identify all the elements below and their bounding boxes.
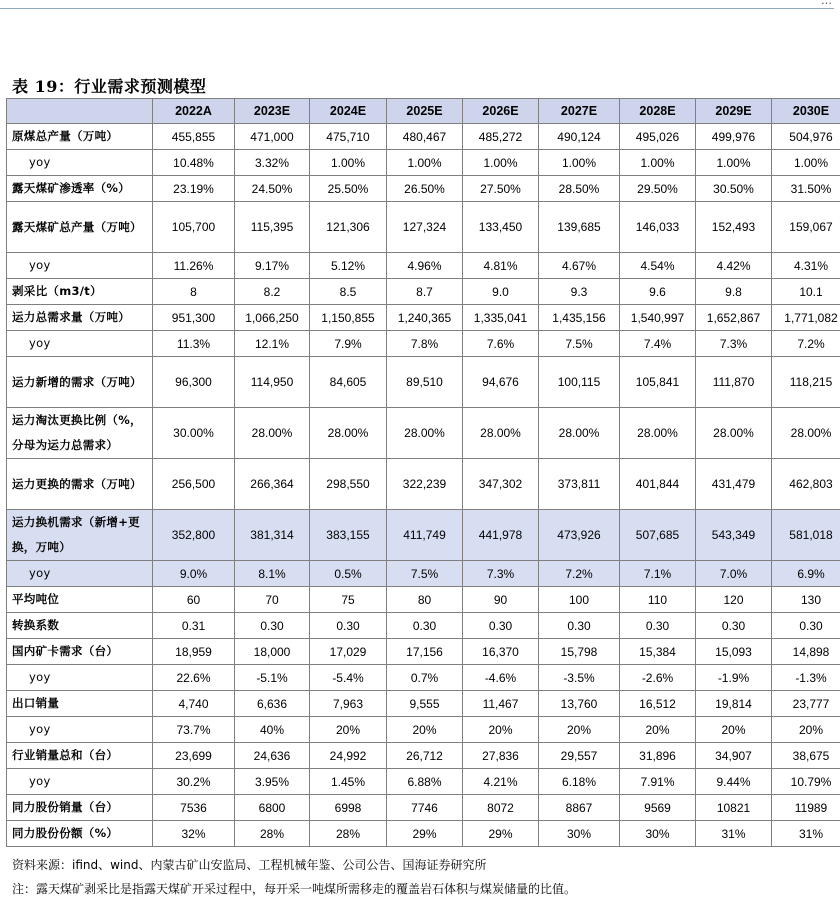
table-cell: 9.44% (696, 769, 772, 795)
table-cell: 19,814 (696, 691, 772, 717)
table-cell: 28.00% (539, 408, 620, 459)
table-cell: 7.2% (539, 561, 620, 587)
table-cell: 152,493 (696, 202, 772, 253)
table-cell: 8.7 (387, 279, 463, 305)
row-label: 平均吨位 (7, 587, 153, 613)
table-cell: 9.8 (696, 279, 772, 305)
table-cell: 9.17% (235, 253, 310, 279)
demand-forecast-table (6, 98, 840, 847)
table-cell: 7.0% (696, 561, 772, 587)
table-cell: 256,500 (153, 459, 235, 510)
table-cell: 951,300 (153, 305, 235, 331)
table-title: 表 19：行业需求预测模型 (12, 77, 207, 96)
table-cell: 75 (310, 587, 387, 613)
table-row (7, 587, 840, 613)
header-cell: 2025E (387, 99, 463, 124)
row-label: 同力股份份额（%） (7, 821, 153, 847)
table-cell: 9.0% (153, 561, 235, 587)
table-cell: 90 (463, 587, 539, 613)
table-cell: 4.81% (463, 253, 539, 279)
table-cell: 120 (696, 587, 772, 613)
table-cell: -1.9% (696, 665, 772, 691)
table-cell: 94,676 (463, 357, 539, 408)
table-cell: 0.30 (539, 613, 620, 639)
table-cell: 28.50% (539, 176, 620, 202)
table-cell: 110 (620, 587, 696, 613)
table-row (7, 331, 840, 357)
table-row (7, 124, 840, 150)
table-cell: 23.19% (153, 176, 235, 202)
table-cell: 1,150,855 (310, 305, 387, 331)
table-row (7, 769, 840, 795)
table-cell: 31,896 (620, 743, 696, 769)
table-cell: 4.42% (696, 253, 772, 279)
table-cell: 26.50% (387, 176, 463, 202)
table-cell: 8867 (539, 795, 620, 821)
table-cell: 0.30 (235, 613, 310, 639)
table-cell: 5.12% (310, 253, 387, 279)
table-cell: 20% (387, 717, 463, 743)
table-cell: 28.00% (235, 408, 310, 459)
table-cell: 118,215 (772, 357, 840, 408)
table-cell: 20% (310, 717, 387, 743)
table-cell: 89,510 (387, 357, 463, 408)
row-label: yoy (7, 331, 153, 357)
table-cell: 0.30 (387, 613, 463, 639)
table-cell: 4,740 (153, 691, 235, 717)
table-cell: 9,555 (387, 691, 463, 717)
table-cell: 159,067 (772, 202, 840, 253)
table-cell: 27,836 (463, 743, 539, 769)
table-cell: 7.2% (772, 331, 840, 357)
row-label: yoy (7, 150, 153, 176)
table-cell: 105,841 (620, 357, 696, 408)
table-cell: 25.50% (310, 176, 387, 202)
table-cell: 462,803 (772, 459, 840, 510)
table-cell: 20% (696, 717, 772, 743)
table-cell: 7746 (387, 795, 463, 821)
table-cell: 1,540,997 (620, 305, 696, 331)
table-cell: 30.00% (153, 408, 235, 459)
table-cell: 7.5% (539, 331, 620, 357)
table-cell: 373,811 (539, 459, 620, 510)
table-cell: 0.31 (153, 613, 235, 639)
table-cell: 130 (772, 587, 840, 613)
table-cell: 7.3% (463, 561, 539, 587)
table-cell: 1.00% (772, 150, 840, 176)
table-cell: 0.7% (387, 665, 463, 691)
table-cell: 28.00% (463, 408, 539, 459)
header-cell (7, 99, 153, 124)
table-cell: 7.6% (463, 331, 539, 357)
table-cell: 473,926 (539, 510, 620, 561)
table-cell: 11989 (772, 795, 840, 821)
table-cell: 7,963 (310, 691, 387, 717)
table-cell: 6998 (310, 795, 387, 821)
table-cell: 23,777 (772, 691, 840, 717)
table-cell: 7.1% (620, 561, 696, 587)
row-label: yoy (7, 253, 153, 279)
table-cell: 24.50% (235, 176, 310, 202)
table-cell: 18,000 (235, 639, 310, 665)
table-cell: 38,675 (772, 743, 840, 769)
table-row (7, 305, 840, 331)
row-label: 转换系数 (7, 613, 153, 639)
table-cell: 28.00% (310, 408, 387, 459)
row-label: 原煤总产量（万吨） (7, 124, 153, 150)
table-cell: 0.5% (310, 561, 387, 587)
table-cell: 4.67% (539, 253, 620, 279)
table-cell: 1,652,867 (696, 305, 772, 331)
table-cell: 480,467 (387, 124, 463, 150)
footnote: 注：露天煤矿剥采比是指露天煤矿开采过程中，每开采一吨煤所需移走的覆盖岩石体积与煤炭储量的比值。 (12, 882, 577, 896)
table-row (7, 150, 840, 176)
table-cell: 26,712 (387, 743, 463, 769)
table-cell: 10.79% (772, 769, 840, 795)
header-fragment: … (821, 0, 832, 7)
table-cell: 347,302 (463, 459, 539, 510)
table-cell: 12.1% (235, 331, 310, 357)
table-cell: 10.48% (153, 150, 235, 176)
row-label: yoy (7, 769, 153, 795)
header-cell: 2023E (235, 99, 310, 124)
table-cell: 31.50% (772, 176, 840, 202)
table-cell: 7.5% (387, 561, 463, 587)
table-cell: 7.8% (387, 331, 463, 357)
table-cell: 80 (387, 587, 463, 613)
table-cell: 6.88% (387, 769, 463, 795)
table-cell: 15,384 (620, 639, 696, 665)
table-cell: 30% (539, 821, 620, 847)
table-cell: 111,870 (696, 357, 772, 408)
table-cell: 7.91% (620, 769, 696, 795)
row-label: 运力淘汰更换比例（%，分母为运力总需求） (7, 408, 153, 459)
row-label: 运力新增的需求（万吨） (7, 357, 153, 408)
table-cell: 1,240,365 (387, 305, 463, 331)
table-cell: 1.00% (387, 150, 463, 176)
table-cell: 9.3 (539, 279, 620, 305)
table-cell: 16,370 (463, 639, 539, 665)
table-cell: 1.00% (696, 150, 772, 176)
table-row (7, 279, 840, 305)
table-cell: 3.95% (235, 769, 310, 795)
row-label: 运力更换的需求（万吨） (7, 459, 153, 510)
table-cell: 146,033 (620, 202, 696, 253)
table-cell: 1.00% (620, 150, 696, 176)
table-cell: 352,800 (153, 510, 235, 561)
table-cell: -4.6% (463, 665, 539, 691)
table-cell: 11,467 (463, 691, 539, 717)
table-row (7, 795, 840, 821)
table-row (7, 691, 840, 717)
table-cell: 9.6 (620, 279, 696, 305)
table-cell: 507,685 (620, 510, 696, 561)
header-cell: 2030E (772, 99, 840, 124)
table-cell: -5.1% (235, 665, 310, 691)
table-cell: 13,760 (539, 691, 620, 717)
table-cell: 1,771,082 (772, 305, 840, 331)
table-cell: 73.7% (153, 717, 235, 743)
row-label: 行业销量总和（台） (7, 743, 153, 769)
table-cell: 11.3% (153, 331, 235, 357)
table-cell: 14,898 (772, 639, 840, 665)
table-cell: 431,479 (696, 459, 772, 510)
table-row (7, 202, 840, 253)
table-cell: 1,435,156 (539, 305, 620, 331)
table-row (7, 639, 840, 665)
table-cell: 475,710 (310, 124, 387, 150)
table-cell: 0.30 (620, 613, 696, 639)
table-cell: 0.30 (463, 613, 539, 639)
table-cell: 1.00% (310, 150, 387, 176)
table-row (7, 408, 840, 459)
table-cell: 29,557 (539, 743, 620, 769)
row-label: 国内矿卡需求（台） (7, 639, 153, 665)
table-cell: 3.32% (235, 150, 310, 176)
table-cell: 84,605 (310, 357, 387, 408)
table-cell: 114,950 (235, 357, 310, 408)
table-cell: 17,029 (310, 639, 387, 665)
table-cell: 139,685 (539, 202, 620, 253)
table-row (7, 459, 840, 510)
table-cell: 133,450 (463, 202, 539, 253)
table-cell: 20% (539, 717, 620, 743)
table-cell: 10821 (696, 795, 772, 821)
table-cell: 8.1% (235, 561, 310, 587)
table-cell: 383,155 (310, 510, 387, 561)
table-cell: 31% (696, 821, 772, 847)
table-cell: 7.9% (310, 331, 387, 357)
table-row (7, 253, 840, 279)
table-cell: 32% (153, 821, 235, 847)
row-label: 运力总需求量（万吨） (7, 305, 153, 331)
table-cell: -5.4% (310, 665, 387, 691)
table-cell: 30.50% (696, 176, 772, 202)
table-cell: 504,976 (772, 124, 840, 150)
row-label: 露天煤矿总产量（万吨） (7, 202, 153, 253)
table-cell: 24,992 (310, 743, 387, 769)
table-cell: 60 (153, 587, 235, 613)
table-cell: 30% (620, 821, 696, 847)
table-cell: 28.00% (696, 408, 772, 459)
table-cell: 6800 (235, 795, 310, 821)
table-row (7, 561, 840, 587)
table-cell: 20% (772, 717, 840, 743)
table-cell: 15,798 (539, 639, 620, 665)
source-note: 资料来源：ifind、wind、内蒙古矿山安监局、工程机械年鉴、公司公告、国海证券研究所 (12, 858, 487, 872)
row-label: yoy (7, 665, 153, 691)
header-cell: 2028E (620, 99, 696, 124)
table-row (7, 357, 840, 408)
header-cell: 2029E (696, 99, 772, 124)
table-cell: 6,636 (235, 691, 310, 717)
header-row (7, 99, 840, 124)
table-cell: 29% (463, 821, 539, 847)
table-cell: 266,364 (235, 459, 310, 510)
table-cell: 4.96% (387, 253, 463, 279)
table-cell: 28% (310, 821, 387, 847)
table-cell: 20% (620, 717, 696, 743)
table-row (7, 665, 840, 691)
table-cell: 20% (463, 717, 539, 743)
table-cell: -1.3% (772, 665, 840, 691)
table-cell: 11.26% (153, 253, 235, 279)
table-cell: 8 (153, 279, 235, 305)
table-cell: 495,026 (620, 124, 696, 150)
table-cell: 28.00% (772, 408, 840, 459)
table-cell: 0.30 (310, 613, 387, 639)
table-cell: 18,959 (153, 639, 235, 665)
table-cell: 7.4% (620, 331, 696, 357)
table-cell: 499,976 (696, 124, 772, 150)
table-row (7, 613, 840, 639)
table-cell: 1.00% (539, 150, 620, 176)
table-cell: 1.00% (463, 150, 539, 176)
table-cell: 9.0 (463, 279, 539, 305)
table-cell: 24,636 (235, 743, 310, 769)
table-cell: 543,349 (696, 510, 772, 561)
table-cell: 100,115 (539, 357, 620, 408)
row-label: 同力股份销量（台） (7, 795, 153, 821)
table-cell: 6.18% (539, 769, 620, 795)
table-cell: 7.3% (696, 331, 772, 357)
table-cell: 581,018 (772, 510, 840, 561)
table-cell: 471,000 (235, 124, 310, 150)
table-row (7, 510, 840, 561)
table-cell: 8.5 (310, 279, 387, 305)
table-cell: 100 (539, 587, 620, 613)
row-label: 运力换机需求（新增+更换，万吨） (7, 510, 153, 561)
table-cell: 29.50% (620, 176, 696, 202)
row-label: 露天煤矿渗透率（%） (7, 176, 153, 202)
row-label: yoy (7, 561, 153, 587)
table-cell: 29% (387, 821, 463, 847)
table-cell: 4.31% (772, 253, 840, 279)
header-cell: 2022A (153, 99, 235, 124)
row-label: 剥采比（m3/t） (7, 279, 153, 305)
table-cell: 4.54% (620, 253, 696, 279)
table-cell: 8.2 (235, 279, 310, 305)
header-rule (0, 8, 834, 9)
header-cell: 2024E (310, 99, 387, 124)
table-cell: -3.5% (539, 665, 620, 691)
table-cell: 9569 (620, 795, 696, 821)
table-cell: 381,314 (235, 510, 310, 561)
table-cell: -2.6% (620, 665, 696, 691)
table-cell: 31% (772, 821, 840, 847)
table-cell: 16,512 (620, 691, 696, 717)
table-cell: 401,844 (620, 459, 696, 510)
table-cell: 127,324 (387, 202, 463, 253)
table-cell: 17,156 (387, 639, 463, 665)
table-cell: 0.30 (696, 613, 772, 639)
table-cell: 1,066,250 (235, 305, 310, 331)
table-row (7, 743, 840, 769)
table-cell: 115,395 (235, 202, 310, 253)
table-cell: 15,093 (696, 639, 772, 665)
table-cell: 30.2% (153, 769, 235, 795)
table-cell: 96,300 (153, 357, 235, 408)
table-cell: 28.00% (387, 408, 463, 459)
table-cell: 6.9% (772, 561, 840, 587)
table-cell: 7536 (153, 795, 235, 821)
table-row (7, 717, 840, 743)
table-cell: 27.50% (463, 176, 539, 202)
table-cell: 28% (235, 821, 310, 847)
table-cell: 121,306 (310, 202, 387, 253)
header-cell: 2027E (539, 99, 620, 124)
table-row (7, 821, 840, 847)
table-cell: 490,124 (539, 124, 620, 150)
table-cell: 70 (235, 587, 310, 613)
table-cell: 455,855 (153, 124, 235, 150)
table-cell: 34,907 (696, 743, 772, 769)
table-cell: 322,239 (387, 459, 463, 510)
header-cell: 2026E (463, 99, 539, 124)
row-label: yoy (7, 717, 153, 743)
table-cell: 1,335,041 (463, 305, 539, 331)
table-cell: 4.21% (463, 769, 539, 795)
table-cell: 22.6% (153, 665, 235, 691)
table-cell: 298,550 (310, 459, 387, 510)
table-row (7, 176, 840, 202)
table-cell: 23,699 (153, 743, 235, 769)
table-cell: 105,700 (153, 202, 235, 253)
table-cell: 411,749 (387, 510, 463, 561)
table-cell: 0.30 (772, 613, 840, 639)
table-cell: 1.45% (310, 769, 387, 795)
table-cell: 28.00% (620, 408, 696, 459)
row-label: 出口销量 (7, 691, 153, 717)
table-cell: 10.1 (772, 279, 840, 305)
table-cell: 8072 (463, 795, 539, 821)
table-cell: 485,272 (463, 124, 539, 150)
table-cell: 441,978 (463, 510, 539, 561)
table-cell: 40% (235, 717, 310, 743)
